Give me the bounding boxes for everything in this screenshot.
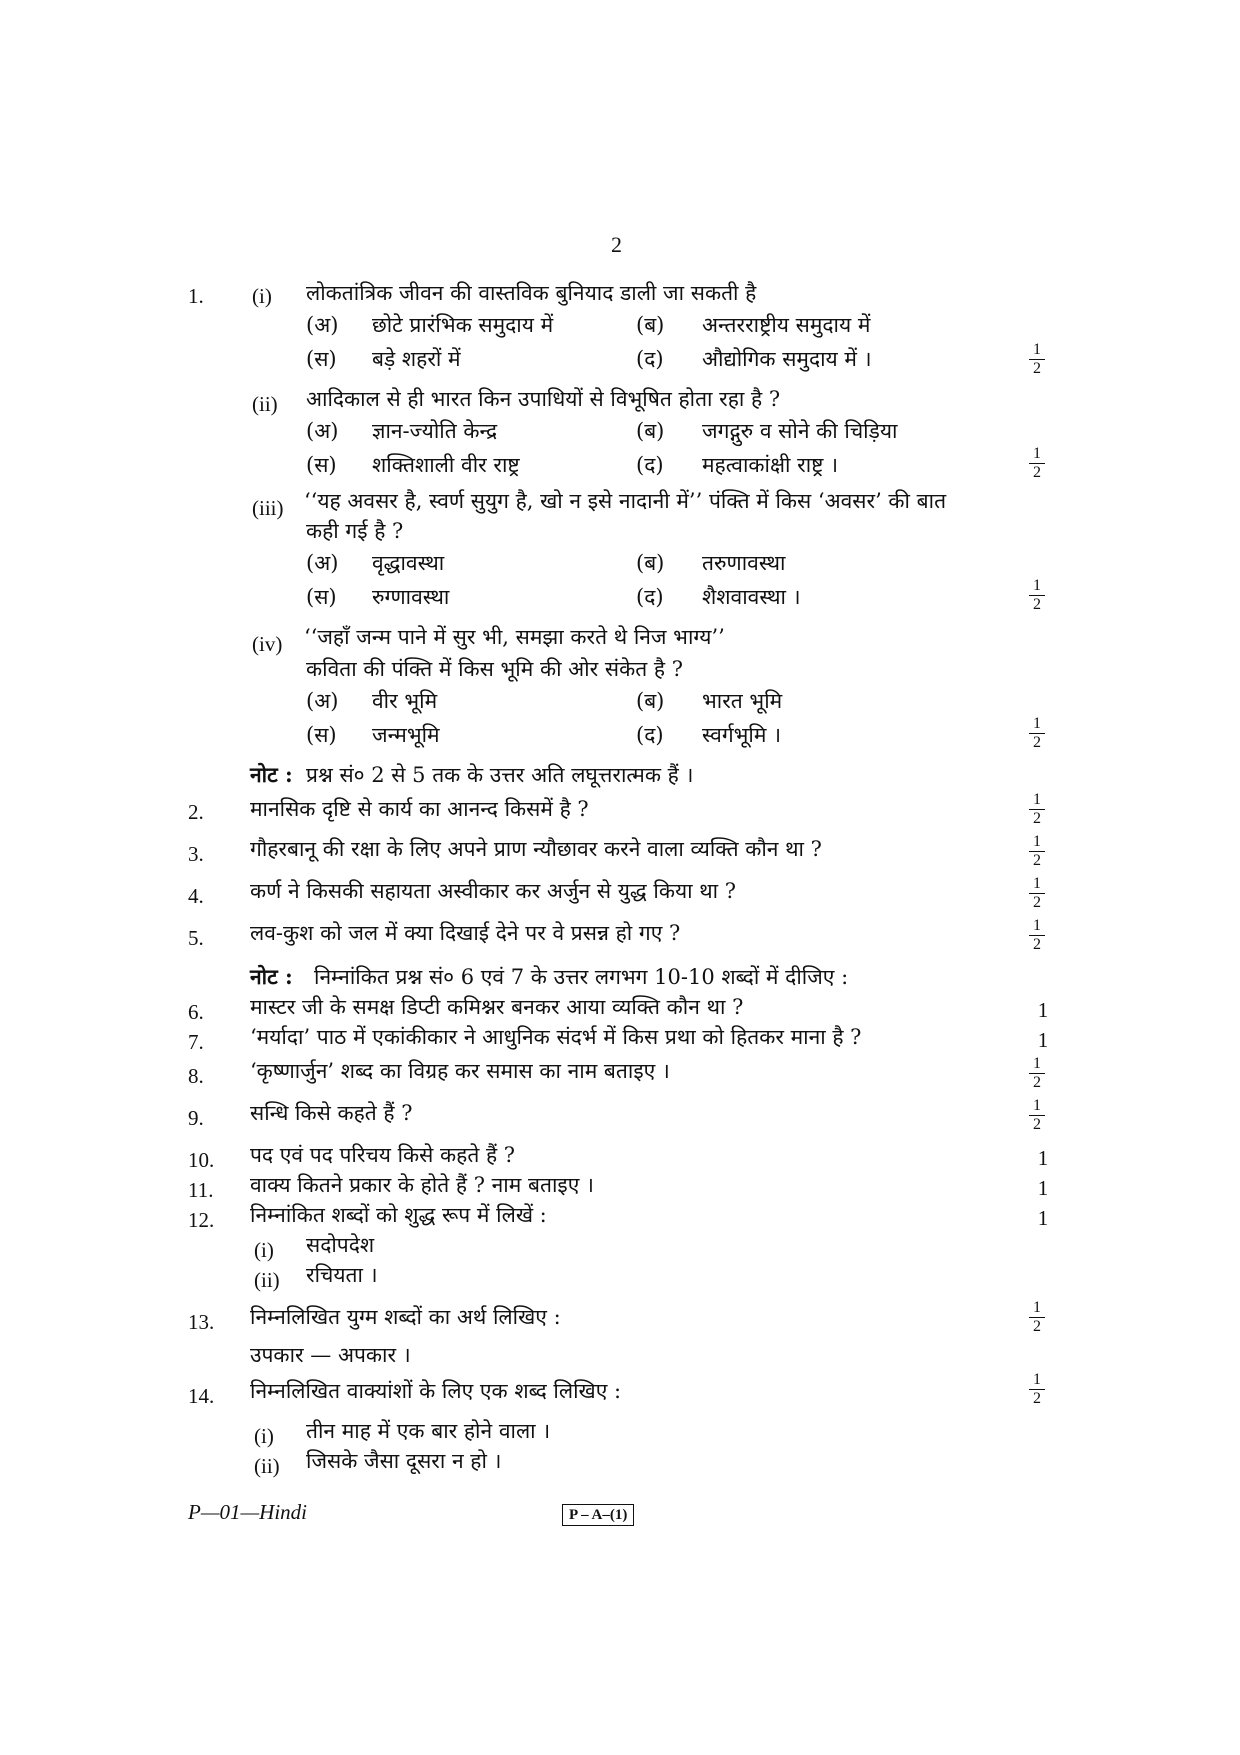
note-label: नोट : (250, 762, 293, 787)
subpart-label: (i) (254, 1238, 274, 1262)
subpart-text: जिसके जैसा दूसरा न हो । (306, 1449, 502, 1473)
option-text: महत्वाकांक्षी राष्ट्र । (702, 453, 839, 477)
option-text: छोटे प्रारंभिक समुदाय में (372, 313, 554, 337)
option-text: अन्तरराष्ट्रीय समुदाय में (702, 313, 871, 337)
marks-value: 1 (1037, 1206, 1049, 1230)
option-text: शक्तिशाली वीर राष्ट्र (372, 453, 520, 477)
question-text: कर्ण ने किसकी सहायता अस्वीकार कर अर्जुन से युद्ध किया था ? (250, 879, 737, 903)
option-text: भारत भूमि (702, 689, 783, 713)
question-text: निम्नांकित शब्दों को शुद्ध रूप में लिखें : (250, 1203, 547, 1227)
question-number: 8. (188, 1064, 204, 1088)
subpart-text: रचियता । (306, 1263, 378, 1287)
option-label: (अ) (306, 551, 339, 575)
question-text: मानसिक दृष्टि से कार्य का आनन्द किसमें है ? (250, 797, 589, 821)
marks-fraction: 1 2 (1026, 342, 1048, 377)
question-text: ‘‘जहाँ जन्म पाने में सुर भी, समझा करते थे निज भाग्य’’ (304, 625, 725, 649)
marks-fraction: 1 2 (1026, 1300, 1048, 1335)
marks-fraction: 1 2 (1026, 578, 1048, 613)
subpart-label: (iii) (252, 496, 284, 520)
option-label: (ब) (636, 689, 665, 713)
question-number: 13. (188, 1310, 215, 1334)
question-text: गौहरबानू की रक्षा के लिए अपने प्राण न्यौछावर करने वाला व्यक्ति कौन था ? (250, 837, 822, 861)
question-number: 5. (188, 926, 204, 950)
option-label: (द) (636, 347, 664, 371)
option-label: (द) (636, 585, 664, 609)
question-text: आदिकाल से ही भारत किन उपाधियों से विभूषित होता रहा है ? (306, 387, 781, 411)
subpart-text: तीन माह में एक बार होने वाला । (306, 1419, 551, 1443)
marks-fraction: 1 2 (1026, 1056, 1048, 1091)
option-text: जन्मभूमि (372, 723, 440, 747)
question-number: 12. (188, 1208, 215, 1232)
option-text: ज्ञान-ज्योति केन्द्र (372, 419, 498, 443)
note-label: नोट : (250, 964, 293, 989)
question-number: 2. (188, 800, 204, 824)
marks-fraction: 1 2 (1026, 792, 1048, 827)
question-text: ‘मर्यादा’ पाठ में एकांकीकार ने आधुनिक संदर्भ में किस प्रथा को हितकर माना है ? (250, 1025, 862, 1049)
question-number: 3. (188, 842, 204, 866)
question-text: ‘‘यह अवसर है, स्वर्ण सुयुग है, खो न इसे नादानी में’’ पंक्ति में किस ‘अवसर’ की बात (304, 489, 947, 513)
question-number: 11. (188, 1178, 214, 1202)
paper-code: P—01—Hindi (188, 1500, 308, 1524)
subpart-text: सदोपदेश (306, 1233, 375, 1257)
option-label: (अ) (306, 419, 339, 443)
option-text: बड़े शहरों में (372, 347, 461, 371)
question-number: 14. (188, 1384, 215, 1408)
option-text: जगद्गुरु व सोने की चिड़िया (702, 419, 898, 443)
note-text: प्रश्न सं० 2 से 5 तक के उत्तर अति लघूत्तरात्मक हैं । (306, 763, 694, 787)
question-number: 7. (188, 1030, 204, 1054)
marks-value: 1 (1037, 1028, 1049, 1052)
option-text: शैशवावस्था । (702, 585, 801, 609)
marks-value: 1 (1037, 1146, 1049, 1170)
subpart-text: उपकार — अपकार । (250, 1343, 411, 1367)
option-label: (अ) (306, 689, 339, 713)
option-label: (ब) (636, 419, 665, 443)
marks-fraction: 1 2 (1026, 446, 1048, 481)
question-number: 9. (188, 1106, 204, 1130)
question-number: 4. (188, 884, 204, 908)
question-number: 6. (188, 1000, 204, 1024)
question-text: कविता की पंक्ति में किस भूमि की ओर संकेत है ? (306, 657, 683, 681)
subpart-label: (i) (254, 1424, 274, 1448)
option-text: वृद्धावस्था (372, 551, 445, 575)
option-label: (स) (306, 585, 337, 609)
option-text: रुग्णावस्था (372, 585, 450, 609)
marks-fraction: 1 2 (1026, 834, 1048, 869)
marks-value: 1 (1037, 1176, 1049, 1200)
question-text: कही गई है ? (306, 519, 404, 543)
note-text: निम्नांकित प्रश्न सं० 6 एवं 7 के उत्तर लगभग 10-10 शब्दों में दीजिए : (314, 965, 849, 989)
option-label: (ब) (636, 313, 665, 337)
option-label: (अ) (306, 313, 339, 337)
question-number: 1. (188, 284, 204, 308)
question-text: लोकतांत्रिक जीवन की वास्तविक बुनियाद डाली जा सकती है (306, 281, 757, 305)
marks-fraction: 1 2 (1026, 716, 1048, 751)
option-label: (स) (306, 453, 337, 477)
marks-value: 1 (1037, 998, 1049, 1022)
question-text: मास्टर जी के समक्ष डिप्टी कमिश्नर बनकर आया व्यक्ति कौन था ? (250, 995, 744, 1019)
option-label: (स) (306, 723, 337, 747)
marks-fraction: 1 2 (1026, 1098, 1048, 1133)
question-text: निम्नलिखित वाक्यांशों के लिए एक शब्द लिखिए : (250, 1379, 622, 1403)
question-text: पद एवं पद परिचय किसे कहते हैं ? (250, 1143, 516, 1167)
subpart-label: (ii) (252, 392, 278, 416)
option-label: (द) (636, 453, 664, 477)
marks-fraction: 1 2 (1026, 918, 1048, 953)
set-code-box: P – A–(1) (562, 1504, 634, 1526)
subpart-label: (iv) (252, 632, 283, 656)
question-text: ‘कृष्णार्जुन’ शब्द का विग्रह कर समास का नाम बताइए । (250, 1059, 670, 1083)
option-text: स्वर्गभूमि । (702, 723, 782, 747)
subpart-label: (i) (252, 284, 272, 308)
page-number: 2 (611, 232, 622, 257)
marks-fraction: 1 2 (1026, 1372, 1048, 1407)
option-label: (द) (636, 723, 664, 747)
option-text: औद्योगिक समुदाय में । (702, 347, 872, 371)
option-text: वीर भूमि (372, 689, 438, 713)
subpart-label: (ii) (254, 1454, 280, 1478)
option-label: (स) (306, 347, 337, 371)
option-text: तरुणावस्था (702, 551, 786, 575)
subpart-label: (ii) (254, 1268, 280, 1292)
question-text: लव-कुश को जल में क्या दिखाई देने पर वे प्रसन्न हो गए ? (250, 921, 681, 945)
option-label: (ब) (636, 551, 665, 575)
question-number: 10. (188, 1148, 215, 1172)
marks-fraction: 1 2 (1026, 876, 1048, 911)
question-text: वाक्य कितने प्रकार के होते हैं ? नाम बताइए । (250, 1173, 594, 1197)
question-text: सन्धि किसे कहते हैं ? (250, 1101, 413, 1125)
question-text: निम्नलिखित युग्म शब्दों का अर्थ लिखिए : (250, 1305, 561, 1329)
